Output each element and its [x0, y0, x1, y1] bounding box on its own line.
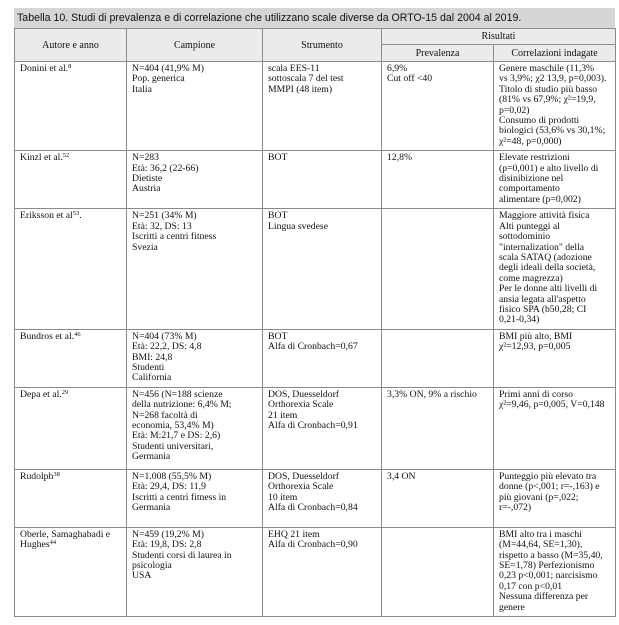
table-row — [15, 387, 616, 469]
cell-author — [15, 527, 127, 616]
reference-number: 46 — [74, 330, 81, 338]
instrument-text: Orthorexia Scale — [268, 399, 334, 411]
sample-line — [132, 571, 258, 581]
cell-prevalence — [382, 469, 494, 527]
correlations-line — [499, 603, 611, 613]
instrument-line — [268, 540, 377, 550]
cell-instrument — [263, 469, 382, 527]
author-text: Donini et al. — [20, 63, 69, 74]
cell-instrument — [263, 151, 382, 209]
sample-text: Età: 22,2, DS: 4,8 — [132, 341, 202, 353]
correlations-text: (p=0,001) e alto livello di — [499, 162, 599, 174]
sample-line — [132, 503, 258, 513]
instrument-line — [268, 222, 377, 232]
sample-text: Studenti universitari, — [132, 440, 214, 452]
reference-number: 52 — [62, 152, 70, 160]
correlations-text: Maggiore attività fisica — [499, 210, 590, 222]
instrument-text: Orthorexia Scale — [268, 481, 334, 493]
correlations-text: Consumo di prodotti — [499, 115, 580, 127]
sample-text: Età: 36,2 (22-66) — [132, 162, 199, 174]
author-text: Oberle, Samaghabadi e — [20, 528, 111, 540]
correlations-line — [499, 342, 611, 352]
correlations-text: Elevate restrizioni — [499, 152, 570, 164]
instrument-text: Alfa di Cronbach=0,67 — [268, 341, 358, 353]
instrument-line — [268, 85, 377, 95]
correlations-text: alimentare (p=0,002) — [499, 193, 581, 205]
correlations-text: Genere maschile (11,3% — [499, 63, 595, 74]
instrument-line — [268, 503, 377, 513]
cell-instrument — [263, 62, 382, 151]
table-caption: Tabella 10. Studi di prevalenza e di correlazione che utilizzano scale diverse da ORTO-15 dal 2004 al 2019. — [14, 8, 615, 28]
correlations-text: comportamento — [499, 183, 560, 195]
correlations-text: Per le donne alti livelli di — [499, 283, 598, 295]
correlations-text: 0,21-0,34) — [499, 314, 540, 326]
sample-text: Germania — [132, 451, 171, 463]
cell-sample — [127, 151, 263, 209]
author-text: Hughes — [20, 539, 50, 551]
sample-text: Età: 19,8, DS: 2,8 — [132, 539, 202, 551]
correlations-text: fisico SPA (b50,28; CI — [499, 303, 587, 315]
cell-correlations — [494, 62, 616, 151]
instrument-line — [268, 153, 377, 163]
instrument-text: DOS, Duesseldorf — [268, 388, 340, 400]
cell-prevalence — [382, 329, 494, 387]
correlations-line — [499, 503, 611, 513]
correlations-text: ansia legata all'aspetto — [499, 293, 586, 305]
correlations-line — [499, 315, 611, 325]
table-row — [15, 151, 616, 209]
sample-line — [132, 373, 258, 383]
correlations-text: BMI più alto, BMI — [499, 330, 573, 342]
cell-correlations — [494, 151, 616, 209]
author-line — [20, 64, 122, 74]
instrument-text: sottoscala 7 del test — [268, 73, 344, 85]
sample-text: Studenti corsi di laurea in — [132, 549, 232, 561]
correlations-text: sottodominio — [499, 231, 551, 243]
correlations-text: Titolo di studio più basso — [499, 83, 598, 95]
reference-number: 29 — [61, 388, 69, 396]
correlations-text: SE=1,78) Perfezionismo — [499, 560, 595, 571]
instrument-line — [268, 421, 377, 431]
cell-author — [15, 62, 127, 151]
correlations-text: Punteggio più elevato tra — [499, 470, 597, 482]
sample-text: California — [132, 372, 172, 384]
correlations-text: più giovani (p=,022; — [499, 491, 579, 503]
correlations-text: come magrezza) — [499, 272, 563, 284]
reference-number: 38 — [53, 470, 60, 478]
sample-text: Svezia — [132, 241, 158, 253]
correlations-text: genere — [499, 601, 525, 613]
sample-text: N=268 facoltà di — [132, 409, 198, 421]
correlations-text: disinibizione nel — [499, 173, 564, 185]
correlations-line — [499, 137, 611, 147]
correlations-text: scala SATAQ (adozione — [499, 251, 592, 263]
cell-correlations — [494, 469, 616, 527]
cell-instrument — [263, 387, 382, 469]
cell-prevalence — [382, 209, 494, 329]
reference-number: 53 — [72, 210, 80, 218]
sample-text: psicologia — [132, 560, 172, 571]
table-row — [15, 209, 616, 329]
correlations-text: degli ideali della società, — [499, 262, 596, 274]
instrument-text: Alfa di Cronbach=0,91 — [268, 420, 358, 431]
reference-number: 44 — [49, 539, 57, 547]
table-row — [15, 62, 616, 151]
author-line — [20, 332, 122, 342]
sample-text: Pop. generica — [132, 73, 185, 85]
sample-text: Età: M:21,7 e DS: 2,6) — [132, 430, 221, 442]
table-row — [15, 527, 616, 616]
header-instrument: Strumento — [263, 29, 382, 62]
sample-text: Austria — [132, 183, 161, 195]
prevalence-line — [387, 390, 489, 400]
correlations-text: (M=44,64, SE=1,30), — [499, 539, 583, 551]
sample-line — [132, 452, 258, 462]
cell-author — [15, 151, 127, 209]
prevalence-text: 3,4 ON — [387, 470, 416, 482]
instrument-text: BOT — [268, 152, 288, 164]
sample-text: Età: 32, DS: 13 — [132, 220, 192, 232]
cell-author — [15, 209, 127, 329]
cell-sample — [127, 329, 263, 387]
header-row — [15, 29, 616, 45]
instrument-text: EHQ 21 item — [268, 528, 320, 540]
sample-text: N=404 (73% M) — [132, 330, 197, 342]
header-sample: Campione — [127, 29, 263, 62]
sample-text: N=283 — [132, 152, 159, 164]
correlations-text: (81% vs 67,9%; χ²=19,9, — [499, 94, 596, 106]
correlations-text: 0,17 con p<0,01 — [499, 580, 563, 592]
sample-text: economia, 53,4% M) — [132, 420, 214, 431]
cell-instrument — [263, 527, 382, 616]
sample-line — [132, 85, 258, 95]
cell-correlations — [494, 387, 616, 469]
results-table — [14, 28, 616, 617]
correlations-line — [499, 195, 611, 205]
sample-text: Studenti — [132, 361, 165, 373]
reference-number: 8 — [68, 63, 72, 70]
instrument-text: BOT — [268, 210, 288, 222]
prevalence-text: 3,3% ON, 9% a rischio — [387, 388, 477, 400]
prevalence-line — [387, 153, 489, 163]
sample-text: N=459 (19,2% M) — [132, 528, 204, 540]
sample-text: Età: 29,4, DS: 11,9 — [132, 481, 206, 493]
cell-sample — [127, 387, 263, 469]
correlations-text: χ²=12,93, p=0,005 — [499, 341, 571, 353]
instrument-text: 10 item — [268, 491, 298, 503]
prevalence-text: 12,8% — [387, 152, 413, 164]
instrument-text: Alfa di Cronbach=0,90 — [268, 539, 358, 551]
author-line — [20, 472, 122, 482]
cell-author — [15, 387, 127, 469]
instrument-text: BOT — [268, 330, 288, 342]
sample-text: Germania — [132, 502, 171, 513]
author-text: Depa et al. — [20, 388, 62, 400]
cell-sample — [127, 527, 263, 616]
prevalence-line — [387, 472, 489, 482]
correlations-text: BMI alto tra i maschi — [499, 528, 582, 540]
cell-sample — [127, 62, 263, 151]
table-row — [15, 329, 616, 387]
cell-author — [15, 469, 127, 527]
cell-prevalence — [382, 151, 494, 209]
prevalence-text: Cut off <40 — [387, 73, 433, 85]
header-author: Autore e anno — [15, 29, 127, 62]
sample-text: Italia — [132, 83, 152, 95]
correlations-text: Nessuna differenza per — [499, 591, 589, 603]
instrument-text: scala EES-11 — [268, 63, 320, 74]
correlations-text: 0,23 p<0,001; narcisismo — [499, 570, 598, 582]
sample-line — [132, 184, 258, 194]
instrument-text: Alfa di Cronbach=0,84 — [268, 502, 358, 513]
correlations-text: χ²=48, p=0,000) — [499, 135, 562, 147]
sample-text: N=1.008 (55,5% M) — [132, 470, 212, 482]
correlations-text: rispetto a basso (M=35,40, — [499, 549, 603, 561]
cell-sample — [127, 209, 263, 329]
author-line — [20, 390, 122, 400]
correlations-text: χ²=9,46, p=0,005, V=0,148 — [499, 399, 605, 411]
instrument-line — [268, 342, 377, 352]
cell-correlations — [494, 209, 616, 329]
correlations-text: donne (p<,001; r=-,163) e — [499, 481, 600, 493]
correlations-line — [499, 400, 611, 410]
author-text: Kinzl et al. — [20, 152, 63, 164]
sample-text: N=251 (34% M) — [132, 210, 197, 222]
sample-text: Iscritti a centri fitness — [132, 231, 217, 243]
sample-text: della nutrizione: 6,4% M; — [132, 399, 232, 411]
cell-correlations — [494, 329, 616, 387]
correlations-text: Primi anni di corso — [499, 388, 573, 400]
header-correlations: Correlazioni indagate — [494, 45, 616, 62]
cell-sample — [127, 469, 263, 527]
instrument-text: 21 item — [268, 409, 298, 421]
cell-prevalence — [382, 387, 494, 469]
cell-prevalence — [382, 527, 494, 616]
author-text: Rudolph — [20, 470, 54, 482]
header-results: Risultati — [382, 29, 616, 45]
author-line — [20, 153, 122, 163]
prevalence-text: 6,9% — [387, 63, 408, 74]
cell-prevalence — [382, 62, 494, 151]
instrument-text: MMPI (48 item) — [268, 83, 333, 95]
sample-text: USA — [132, 570, 152, 582]
sample-text: Iscritti a centri fitness in — [132, 491, 227, 503]
sample-text: N=456 (N=188 scienze — [132, 388, 223, 400]
author-line — [20, 540, 122, 550]
instrument-text: Lingua svedese — [268, 220, 328, 232]
table-row — [15, 469, 616, 527]
correlations-text: vs 3,9%; χ2 13,9, p=0,003). — [499, 73, 607, 85]
sample-text: N=404 (41,9% M) — [132, 63, 204, 74]
sample-text: BMI: 24,8 — [132, 351, 173, 363]
sample-line — [132, 243, 258, 253]
cell-instrument — [263, 329, 382, 387]
prevalence-line — [387, 74, 489, 84]
correlations-text: Alti punteggi al — [499, 220, 560, 232]
author-line — [20, 211, 122, 221]
correlations-text: biologici (53,6% vs 30,1%; — [499, 125, 606, 137]
author-text: Eriksson et al — [20, 210, 73, 222]
cell-correlations — [494, 527, 616, 616]
cell-author — [15, 329, 127, 387]
sample-text: Dietiste — [132, 173, 163, 185]
instrument-text: DOS, Duesseldorf — [268, 470, 340, 482]
author-text: Bundros et al. — [20, 330, 75, 342]
correlations-text: r=-,072) — [499, 502, 532, 513]
cell-instrument — [263, 209, 382, 329]
author-suffix: . — [79, 210, 82, 222]
header-prevalence: Prevalenza — [382, 45, 494, 62]
correlations-text: p=0,02) — [499, 104, 530, 116]
table-container — [14, 8, 615, 617]
correlations-text: "internalization" della — [499, 241, 585, 253]
